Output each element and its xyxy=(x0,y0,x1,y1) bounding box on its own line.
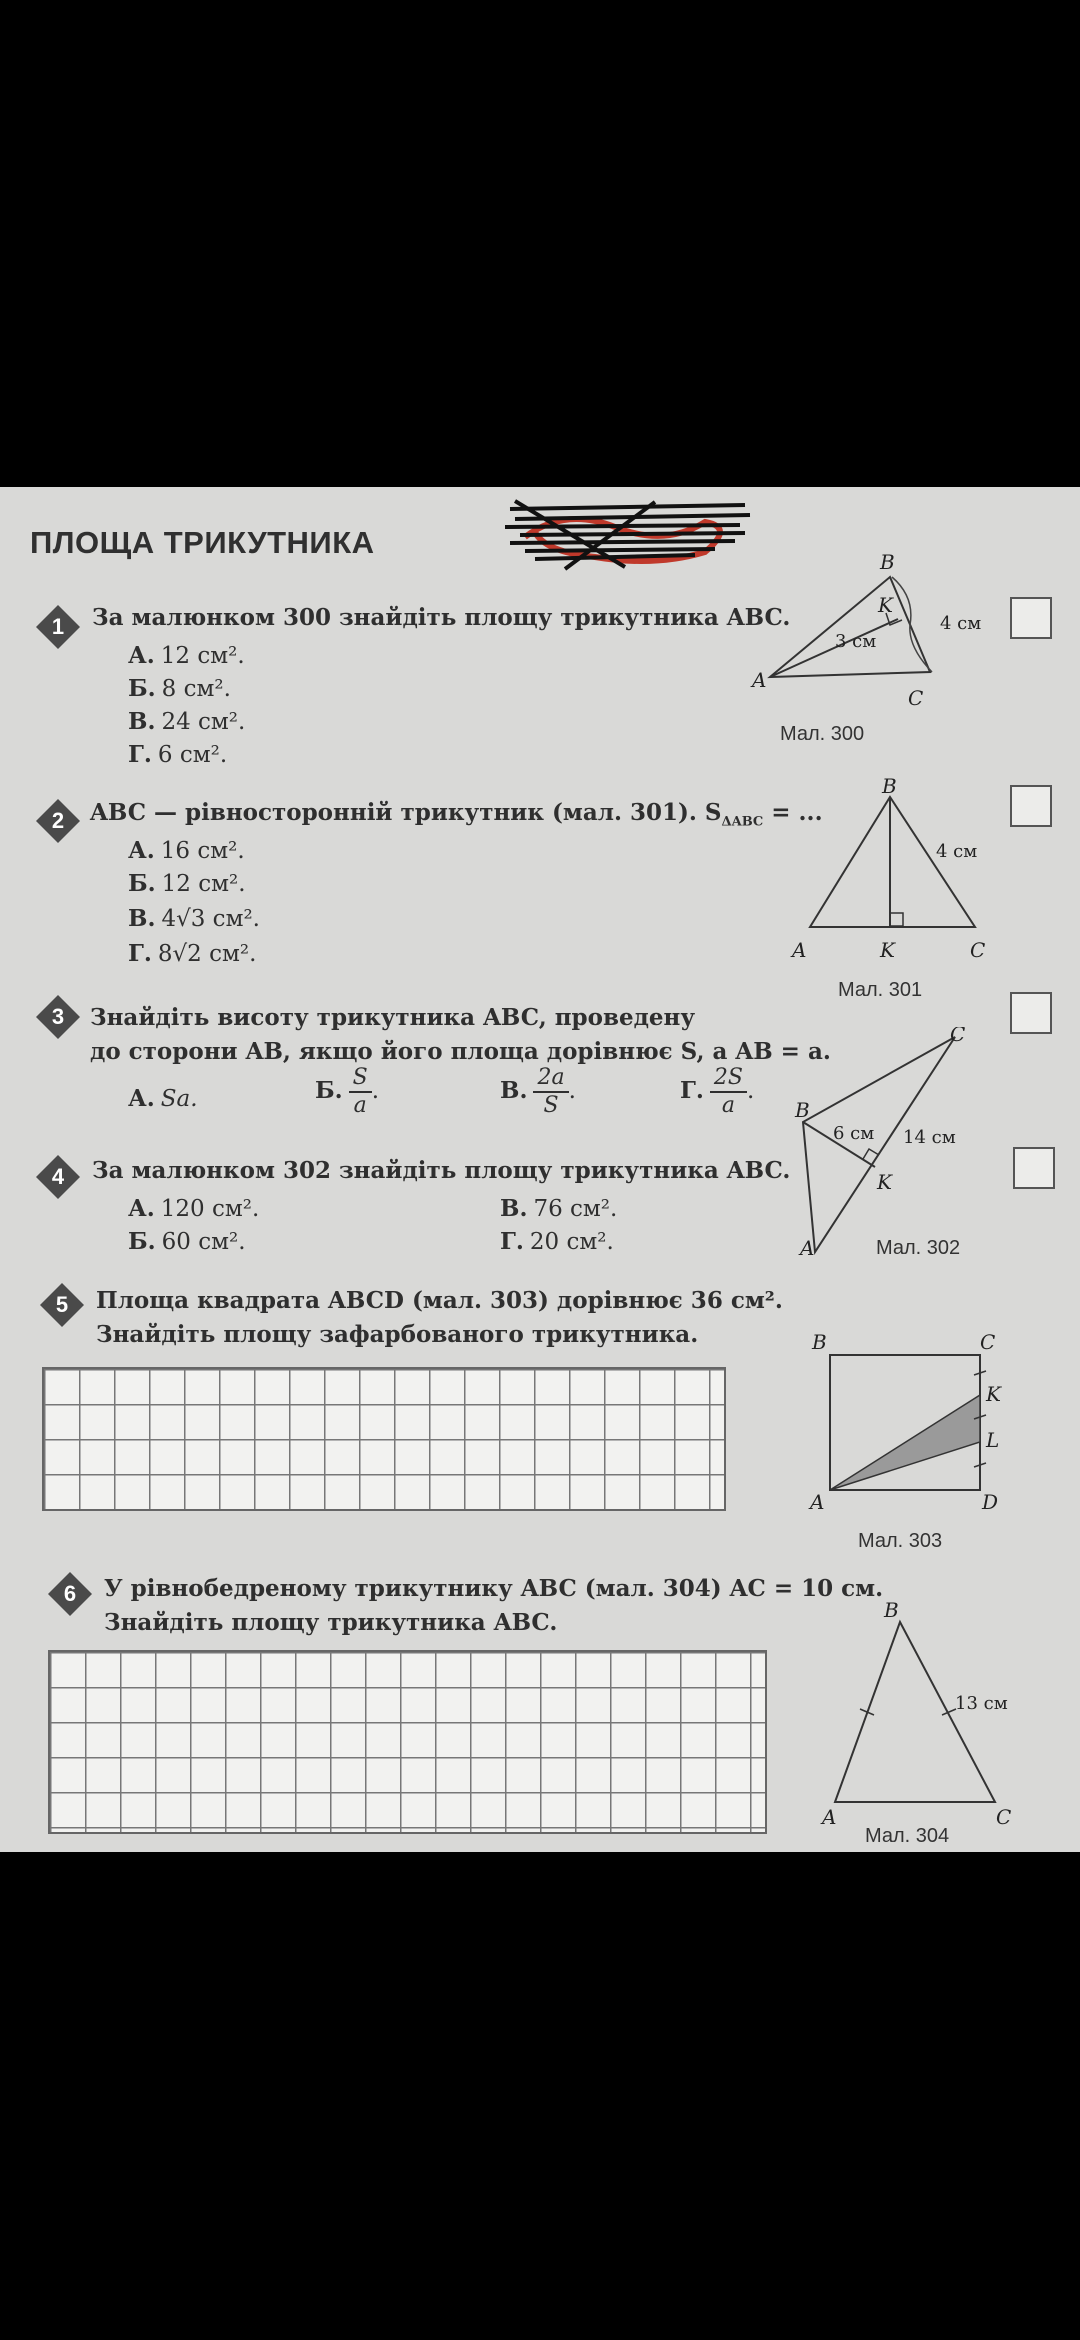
worksheet-page xyxy=(0,487,1080,1852)
task-3-question-line1: Знайдіть висоту трикутника ABC, проведену xyxy=(90,1004,696,1031)
fig300-label-a: A xyxy=(752,668,767,692)
task-3-option-a[interactable]: А. Sa. xyxy=(128,1085,198,1112)
task-4-question: За малюнком 302 знайдіть площу трикутника ABC. xyxy=(92,1157,791,1184)
fig304-label-a: A xyxy=(822,1805,837,1827)
fig303-caption: Мал. 303 xyxy=(858,1530,943,1552)
fig304-label-13cm: 13 см xyxy=(955,1693,1008,1714)
task-1-answer-box[interactable] xyxy=(1010,597,1052,639)
task-5-badge: 5 xyxy=(40,1283,84,1327)
task-5-question-line1: Площа квадрата ABCD (мал. 303) дорівнює 36 см². xyxy=(96,1287,783,1314)
task-3-option-d[interactable]: Г. $\frac{2S}{a}$ . xyxy=(680,1065,755,1118)
task-3-question-line2: до сторони AB, якщо його площа дорівнює S, а AB = a. xyxy=(90,1038,831,1065)
fig304-label-b: B xyxy=(884,1598,899,1622)
task-3-option-c[interactable]: В. $\frac{2a}{S}$ . xyxy=(500,1065,576,1118)
task-1-question: За малюнком 300 знайдіть площу трикутника ABC. xyxy=(92,604,791,631)
task-4-option-a[interactable]: А. 120 см². xyxy=(128,1195,260,1222)
fig300-label-c: C xyxy=(908,686,924,710)
fig300-label-k: K xyxy=(878,593,893,617)
fig303-label-b: B xyxy=(812,1330,827,1354)
fig301-label-k: K xyxy=(880,938,895,962)
task-3-option-b[interactable]: Б. $\frac{S}{a}$ . xyxy=(315,1065,380,1118)
task-4-option-b[interactable]: Б. 60 см². xyxy=(128,1228,246,1255)
task-2-option-d[interactable]: Г. 8√2 см². xyxy=(128,940,257,967)
task-3-answer-box[interactable] xyxy=(1010,992,1052,1034)
task-6-question-line1: У рівнобедреному трикутнику ABC (мал. 304) AC = 10 см. xyxy=(104,1575,884,1602)
task-3-badge: 3 xyxy=(36,995,80,1039)
figure-304 xyxy=(810,1597,1030,1827)
section-title: ПЛОЩА ТРИКУТНИКА xyxy=(30,525,375,560)
task-6-question-line2: Знайдіть площу трикутника ABC. xyxy=(104,1609,558,1636)
fig300-label-3cm: 3 см xyxy=(835,631,877,652)
task-2-question: ABC — рівносторонній трикутник (мал. 301). $S_{\Delta ABC}$ = ... xyxy=(90,799,823,830)
fig303-label-k: K xyxy=(986,1382,1001,1406)
fig302-caption: Мал. 302 xyxy=(876,1237,961,1259)
task-1-option-c[interactable]: В. 24 см². xyxy=(128,708,246,735)
fig301-label-a: A xyxy=(792,938,807,962)
task-5-question-line2: Знайдіть площу зафарбованого трикутника. xyxy=(96,1321,699,1348)
figure-303 xyxy=(800,1327,1010,1517)
fig300-label-4cm: 4 см xyxy=(940,613,982,634)
task-6-answer-grid[interactable] xyxy=(48,1650,767,1834)
task-4-answer-box[interactable] xyxy=(1013,1147,1055,1189)
fig304-label-c: C xyxy=(996,1805,1012,1827)
fig303-label-d: D xyxy=(982,1490,999,1514)
fig303-label-c: C xyxy=(980,1330,996,1354)
task-4-option-c[interactable]: В. 76 см². xyxy=(500,1195,618,1222)
fig300-label-b: B xyxy=(880,550,895,574)
fig303-label-l: L xyxy=(986,1428,1000,1452)
task-2-option-c[interactable]: В. 4√3 см². xyxy=(128,905,260,932)
fig302-label-c: C xyxy=(950,1027,966,1046)
fig303-label-a: A xyxy=(810,1490,825,1514)
fig301-label-4cm: 4 см xyxy=(936,841,978,862)
fig302-label-k: K xyxy=(877,1170,892,1194)
fig302-label-a: A xyxy=(800,1236,815,1257)
task-2-badge: 2 xyxy=(36,799,80,843)
figure-300 xyxy=(740,537,1000,747)
task-1-option-b[interactable]: Б. 8 см². xyxy=(128,675,231,702)
fig301-caption: Мал. 301 xyxy=(838,979,923,1001)
task-6-badge: 6 xyxy=(48,1572,92,1616)
fig302-label-14cm: 14 см xyxy=(903,1127,956,1148)
fig302-label-b: B xyxy=(795,1098,810,1122)
task-2-option-b[interactable]: Б. 12 см². xyxy=(128,870,246,897)
fig302-label-6cm: 6 см xyxy=(833,1123,875,1144)
task-4-option-d[interactable]: Г. 20 см². xyxy=(500,1228,614,1255)
task-2-option-a[interactable]: А. 16 см². xyxy=(128,837,245,864)
fig304-caption: Мал. 304 xyxy=(865,1825,950,1847)
figure-301 xyxy=(780,777,1010,967)
task-4-badge: 4 xyxy=(36,1155,80,1199)
redaction-scribble xyxy=(505,497,755,572)
task-2-answer-box[interactable] xyxy=(1010,785,1052,827)
task-1-option-d[interactable]: Г. 6 см². xyxy=(128,741,228,768)
figure-302 xyxy=(785,1027,995,1257)
fig301-label-b: B xyxy=(882,777,897,798)
fig300-caption: Мал. 300 xyxy=(780,723,865,745)
task-1-option-a[interactable]: А. 12 см². xyxy=(128,642,245,669)
task-1-badge: 1 xyxy=(36,605,80,649)
task-5-answer-grid[interactable] xyxy=(42,1367,726,1511)
fig301-label-c: C xyxy=(970,938,986,962)
